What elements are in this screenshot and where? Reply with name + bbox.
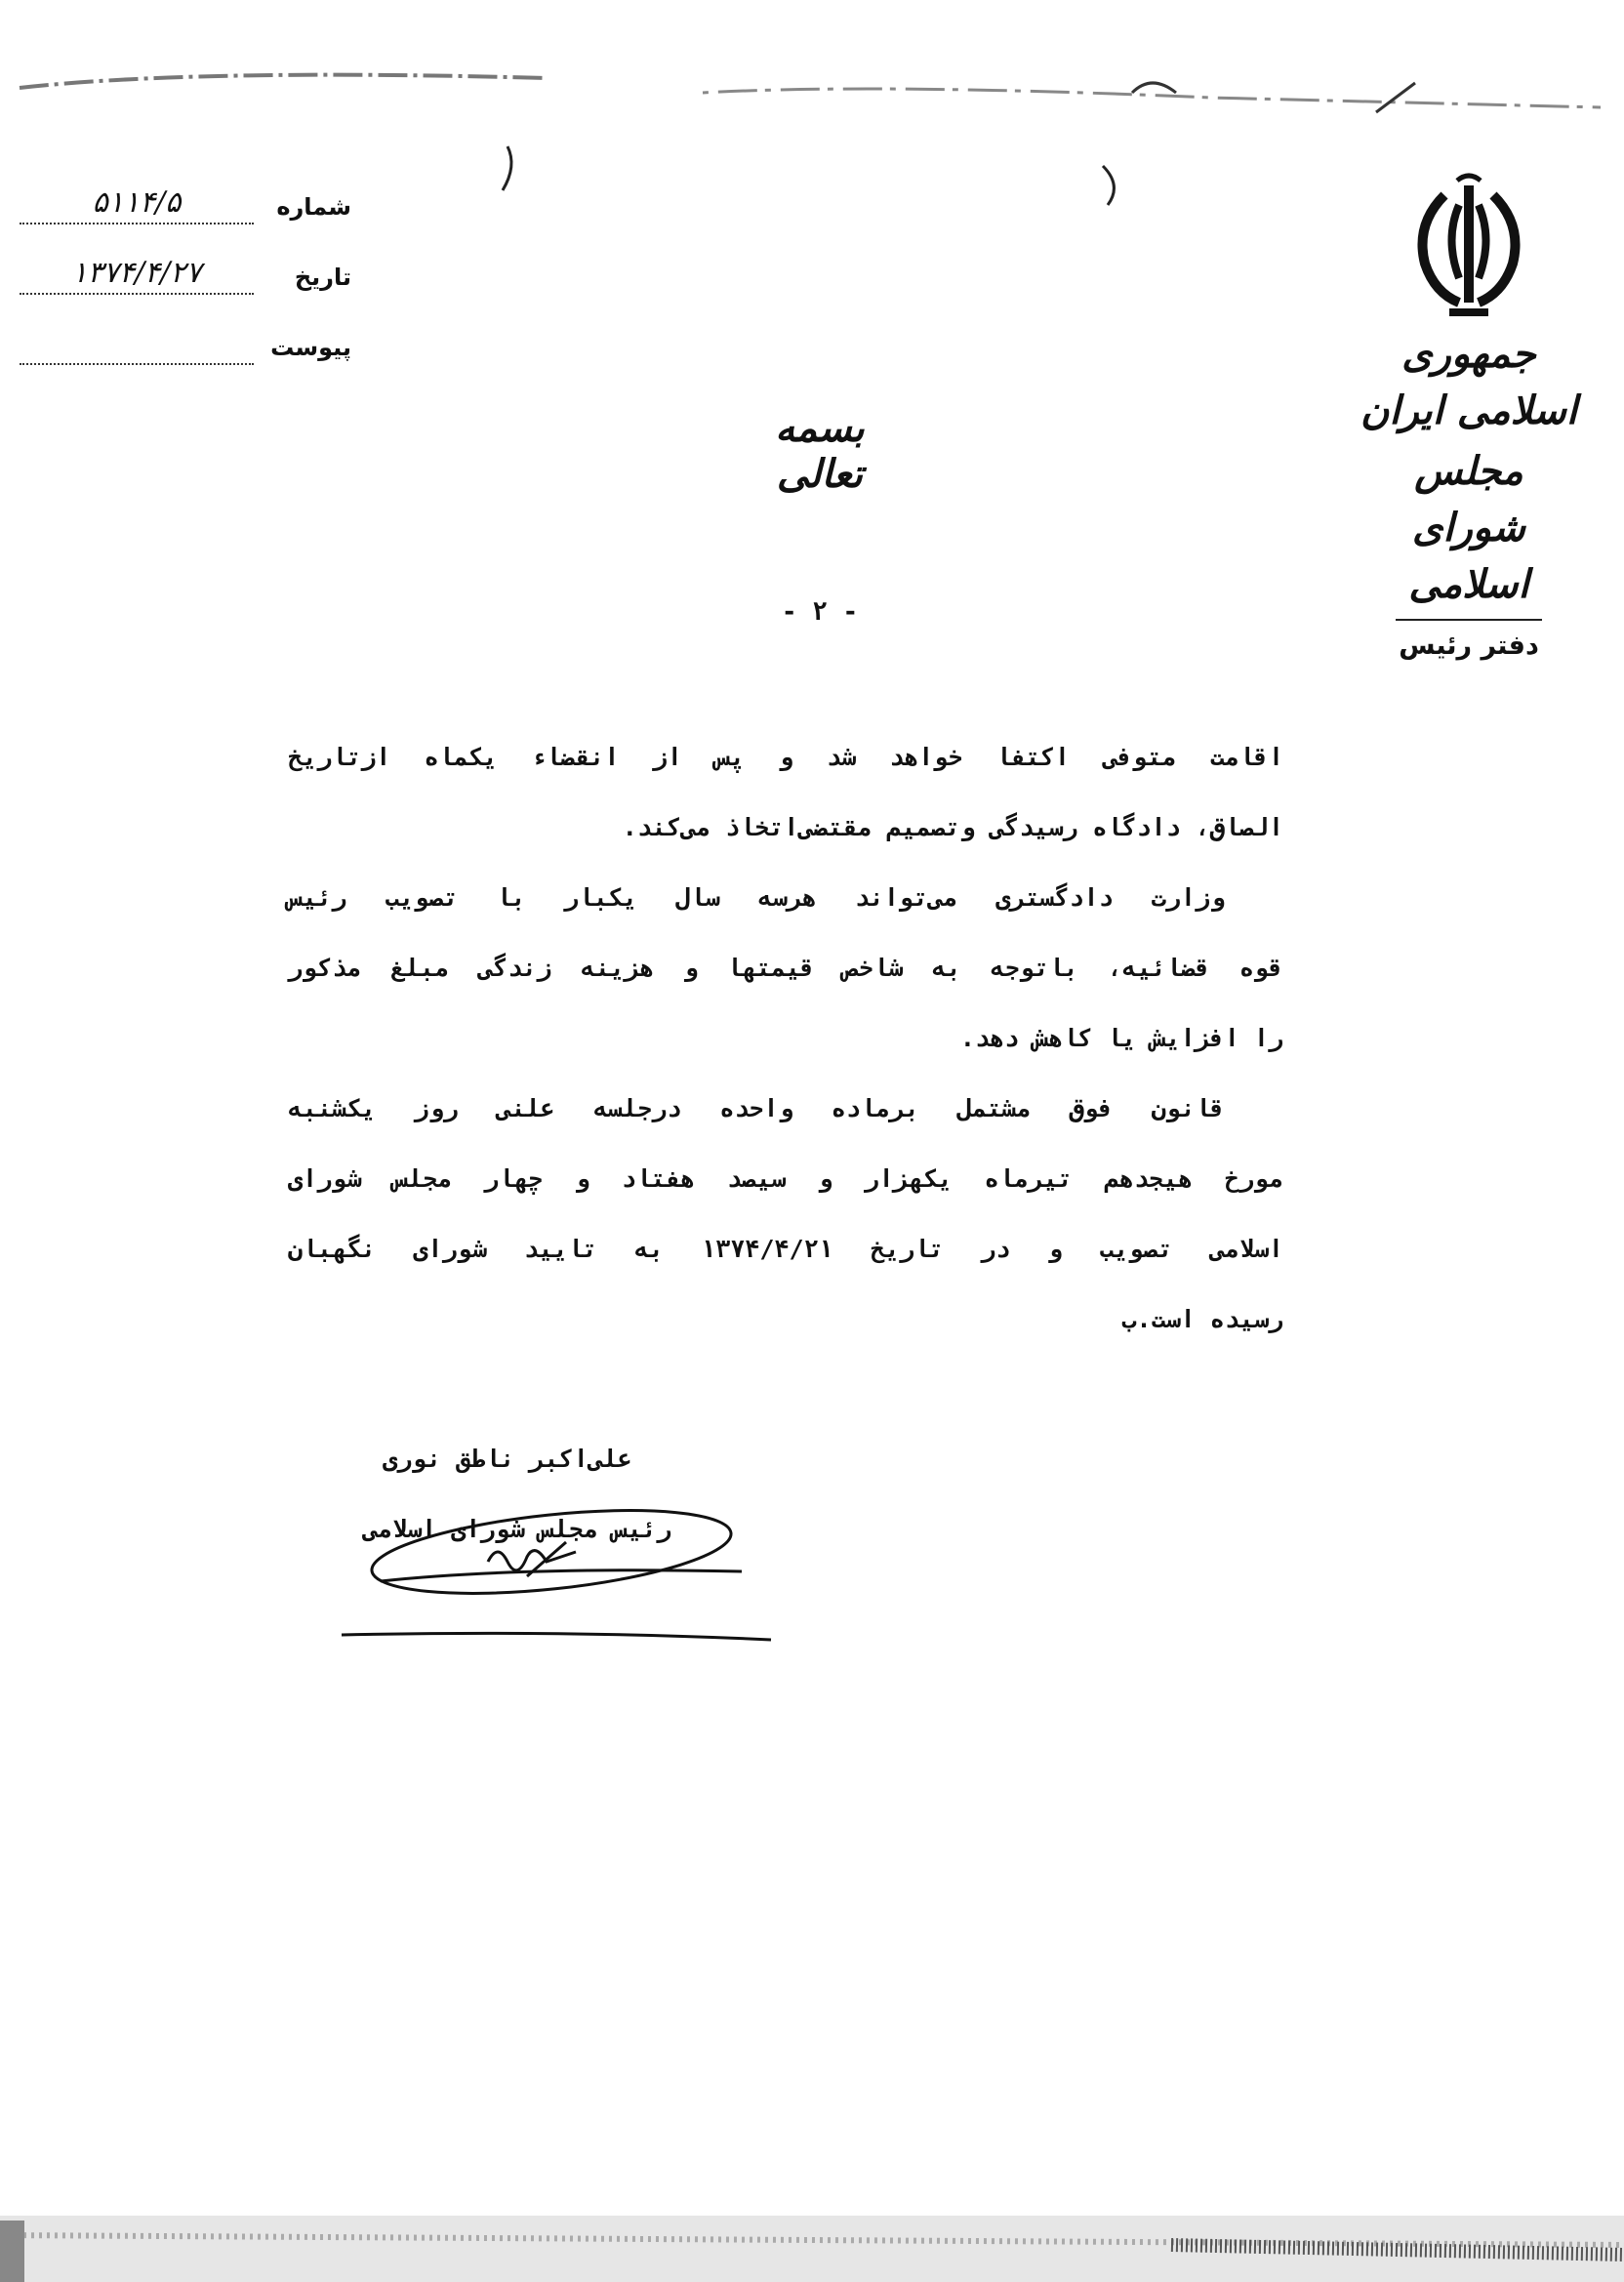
letter-meta	[29, 185, 351, 396]
country-name: جمهوری اسلامی ایران	[1360, 331, 1577, 433]
attachment-value	[20, 326, 254, 365]
iran-emblem-icon	[1401, 166, 1537, 322]
handwritten-signature	[322, 1484, 791, 1659]
page-number: - ۲ -	[781, 597, 859, 627]
invocation: بسمه تعالی	[775, 405, 865, 497]
attachment-row	[29, 326, 351, 396]
body-line: مورخ هیجدهم تیرماه یکهزار و سیصد هفتاد و چهار مجلس شورای	[288, 1164, 1283, 1193]
body-line: اسلامی تصویب و در تاریخ ۱۳۷۴/۴/۲۱ به تایید شورای نگهبان	[288, 1235, 1283, 1263]
institution-name: مجلس شورای اسلامی	[1408, 448, 1529, 607]
body-line: اقامت متوفی اکتفا خواهد شد و پس از انقضاء یکماه ازتاریخ	[288, 743, 1283, 771]
body-line: رسیده است.ب	[1121, 1305, 1283, 1333]
signatory-title: رئیس مجلس شورای اسلامی	[362, 1515, 672, 1543]
attachment-label: پیوست	[270, 334, 351, 361]
body-line: قانون فوق مشتمل برماده واحده درجلسه علنی روز یکشنبه	[288, 1094, 1225, 1122]
date-row	[29, 256, 351, 326]
number-row	[29, 185, 351, 256]
body-line: الصاق، دادگاه رسیدگی وتصمیم مقتضی‌اتخاذ می‌کند.	[622, 813, 1283, 841]
body-line: را افزایش یا کاهش دهد.	[959, 1024, 1283, 1052]
body-line: وزارت دادگستری می‌تواند هرسه سال یکبار با تصویب رئیس	[288, 883, 1225, 912]
date-label: تاریخ	[294, 264, 351, 291]
date-value: ۱۳۷۴/۴/۲۷	[20, 256, 254, 295]
number-label: شماره	[276, 193, 351, 221]
number-value: ۵۱۱۴/۵	[20, 185, 254, 224]
office-name: دفتر رئیس	[1399, 631, 1539, 661]
letter-body	[288, 734, 1283, 1366]
letterhead	[1357, 166, 1581, 661]
signatory-name: علی‌اکبر ناطق نوری	[383, 1445, 632, 1473]
body-line: قوه قضائیه، باتوجه به شاخص قیمتها و هزینه زندگی مبلغ مذکور	[288, 954, 1283, 982]
letterhead-divider	[1396, 619, 1542, 621]
